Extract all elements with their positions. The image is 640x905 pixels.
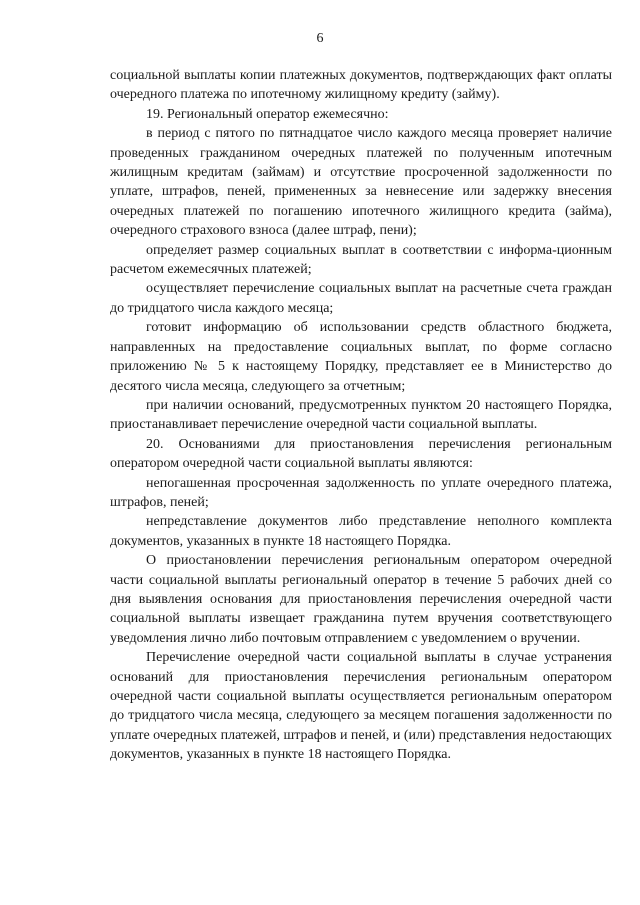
paragraph-19-determine-amount: определяет размер социальных выплат в соответствии с информа-ционным расчетом ежемесячных платежей; [110, 242, 612, 278]
paragraph-19-check-payments: в период с пятого по пятнадцатое число каждого месяца проверяет наличие проведенных гражданином очередных платежей по полученным ипотечным жилищным кредитам (займам) и отсутствие просроченной задолженности по уплате, штрафов, пеней, примененных за невнесение или задержку внесения очередных платежей по погашению ипотечного жилищного кредита (займа), очередного страхового взноса (далее штраф, пени); [110, 126, 612, 239]
paragraph-20-heading: 20. Основаниями для приостановления перечисления региональным оператором очередной части социальной выплаты являются: [110, 436, 612, 472]
page-number: 6 [316, 31, 324, 46]
paragraph-19-suspend: при наличии оснований, предусмотренных пунктом 20 настоящего Порядка, приостанавливает перечисление очередной части социальной выплаты. [110, 397, 612, 433]
document-body [110, 66, 612, 765]
paragraph-payment-documents: социальной выплаты копии платежных документов, подтверждающих факт оплаты очередного платежа по ипотечному жилищному кредиту (займу). [110, 68, 612, 103]
paragraph-19-heading: 19. Региональный оператор ежемесячно: [146, 106, 389, 122]
paragraph-suspension-notice: О приостановлении перечисления региональным оператором очередной части социальной выплаты региональный оператор в течение 5 рабочих дней со дня выявления основания для приостановления перечисления очередной части социальной выплаты извещает гражданина путем вручения соответствующего уведомления лично либо почтовым отправлением с уведомлением о вручении. [110, 553, 612, 646]
paragraph-19-transfer-payments: осуществляет перечисление социальных выплат на расчетные счета граждан до тридцатого числа каждого месяца; [110, 281, 612, 316]
paragraph-19-prepare-report: готовит информацию об использовании средств областного бюджета, направленных на предоставление социальных выплат, по форме согласно приложению № 5 к настоящему Порядку, представляет ее в Министерство до десятого числа месяца, следующего за отчетным; [110, 320, 612, 394]
paragraph-20-overdue-debt: непогашенная просроченная задолженность по уплате очередного платежа, штрафов, пеней; [110, 475, 612, 510]
paragraph-20-missing-documents: непредставление документов либо представление неполного комплекта документов, указанных в пункте 18 настоящего Порядка. [110, 514, 612, 549]
paragraph-resumption: Перечисление очередной части социальной выплаты в случае устранения оснований для приостановления перечисления региональным оператором очередной части социальной выплаты осуществляется региональным оператором до тридцатого числа месяца, следующего за месяцем погашения задолженности по уплате очередных платежей, штрафов и пеней, и (или) представления недостающих документов, указанных в пункте 18 настоящего Порядка. [110, 650, 612, 763]
